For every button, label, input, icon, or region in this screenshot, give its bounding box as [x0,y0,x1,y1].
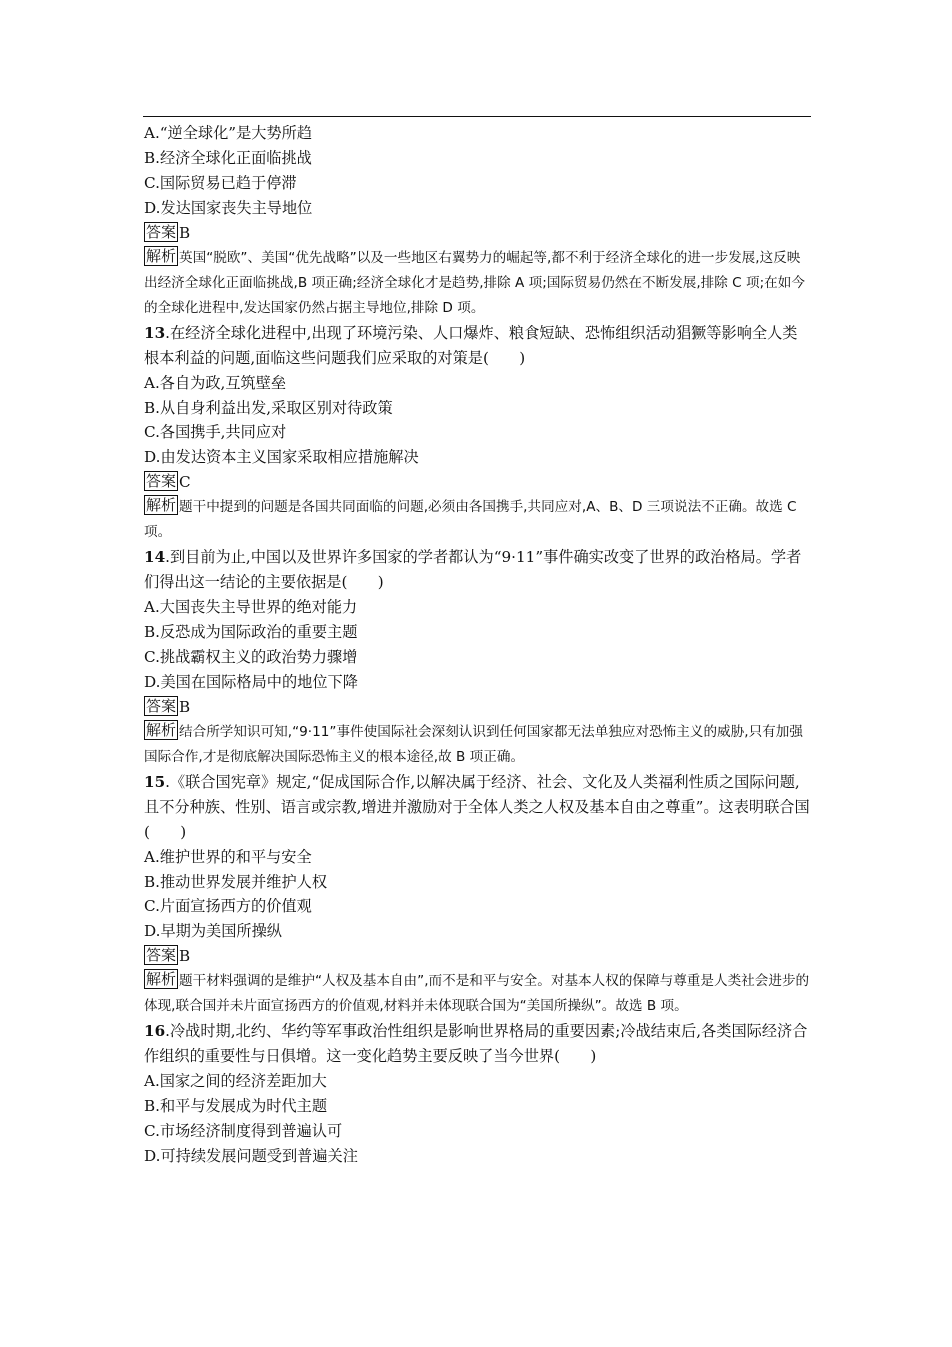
question-16 [144,1019,812,1069]
option-b: B.和平与发展成为时代主题 [144,1097,328,1116]
question-number: 14 [144,548,166,567]
option-d: D.由发达资本主义国家采取相应措施解决 [144,448,419,467]
analysis-text: 题干中提到的问题是各国共同面临的问题,必须由各国携手,共同应对,A、B、D 三项说法不正确。故选 C 项。 [144,499,797,541]
question-stem: .到目前为止,中国以及世界许多国家的学者都认为“9·11”事件确实改变了世界的政治格局。学者们得出这一结论的主要依据是( ) [144,548,802,592]
option-b: B.反恐成为国际政治的重要主题 [144,623,358,642]
question-15 [144,770,812,845]
answer-row [144,470,812,495]
analysis-text: 结合所学知识可知,“9·11”事件使国际社会深刻认识到任何国家都无法单独应对恐怖主义的威胁,只有加强国际合作,才是彻底解决国际恐怖主义的根本途径,故 B 项正确。 [144,723,803,765]
content [144,121,812,1169]
question-number: 15 [144,772,166,791]
answer-row [144,944,812,969]
question-13 [144,321,812,371]
answer-value: C [179,473,191,492]
option-b: B.经济全球化正面临挑战 [144,148,312,167]
question-stem: .《联合国宪章》规定,“促成国际合作,以解决属于经济、社会、文化及人类福利性质之国际问题,且不分种族、性别、语言或宗教,增进并激励对于全体人类之人权及基本自由之尊重”。这表明联合国( ) [144,772,810,841]
analysis-tag: 解析 [146,496,177,515]
option-a: A.维护世界的和平与安全 [144,847,312,866]
question-number: 16 [144,1022,166,1041]
answer-tag: 答案 [146,946,177,965]
option-c: C.片面宣扬西方的价值观 [144,897,312,916]
answer-value: B [179,947,191,966]
analysis-tag: 解析 [146,720,177,739]
option-c: C.国际贸易已趋于停滞 [144,173,297,192]
question-stem: .冷战时期,北约、华约等军事政治性组织是影响世界格局的重要因素;冷战结束后,各类国际经济合作组织的重要性与日俱增。这一变化趋势主要反映了当今世界( ) [144,1022,808,1066]
option-d: D.美国在国际格局中的地位下降 [144,672,358,691]
answer-row [144,221,812,246]
option-a: A.国家之间的经济差距加大 [144,1072,327,1091]
analysis-row [144,246,812,321]
analysis-text: 题干材料强调的是维护“人权及基本自由”,而不是和平与安全。对基本人权的保障与尊重是人类社会进步的体现,联合国并未片面宣扬西方的价值观,材料并未体现联合国为“美国所操纵”。故选 B 项。 [144,973,810,1015]
analysis-text: 英国“脱欧”、美国“优先战略”以及一些地区右翼势力的崛起等,都不利于经济全球化的进一步发展,这反映出经济全球化正面临挑战,B 项正确;经济全球化才是趋势,排除 A 项;国际贸易仍然在不断发展,排除 C 项;在如今的全球化进程中,发达国家仍然占据主导地位,排除 D 项。 [144,249,805,316]
analysis-row [144,495,812,545]
option-b: B.推动世界发展并维护人权 [144,872,328,891]
option-a: A.各自为政,互筑壁垒 [144,373,287,392]
question-number: 13 [144,323,166,342]
answer-tag: 答案 [146,696,177,715]
answer-row [144,695,812,720]
question-14 [144,545,812,595]
option-c: C.挑战霸权主义的政治势力骤增 [144,647,358,666]
option-c: C.市场经济制度得到普遍认可 [144,1121,343,1140]
analysis-tag: 解析 [146,970,177,989]
option-c: C.各国携手,共同应对 [144,423,287,442]
option-d: D.早期为美国所操纵 [144,922,282,941]
answer-tag: 答案 [146,222,177,241]
option-d: D.可持续发展问题受到普遍关注 [144,1146,358,1165]
analysis-row [144,969,812,1019]
header-rule [143,116,811,117]
option-a: A.“逆全球化”是大势所趋 [144,124,313,142]
analysis-tag: 解析 [146,246,177,265]
question-stem: .在经济全球化进程中,出现了环境污染、人口爆炸、粮食短缺、恐怖组织活动猖獗等影响全人类根本利益的问题,面临这些问题我们应采取的对策是( ) [144,323,798,367]
option-a: A.大国丧失主导世界的绝对能力 [144,598,358,617]
answer-tag: 答案 [146,472,177,491]
option-d: D.发达国家丧失主导地位 [144,198,313,217]
answer-value: B [179,223,191,242]
option-b: B.从自身利益出发,采取区别对待政策 [144,398,393,417]
answer-value: B [179,697,191,716]
analysis-row [144,720,812,770]
